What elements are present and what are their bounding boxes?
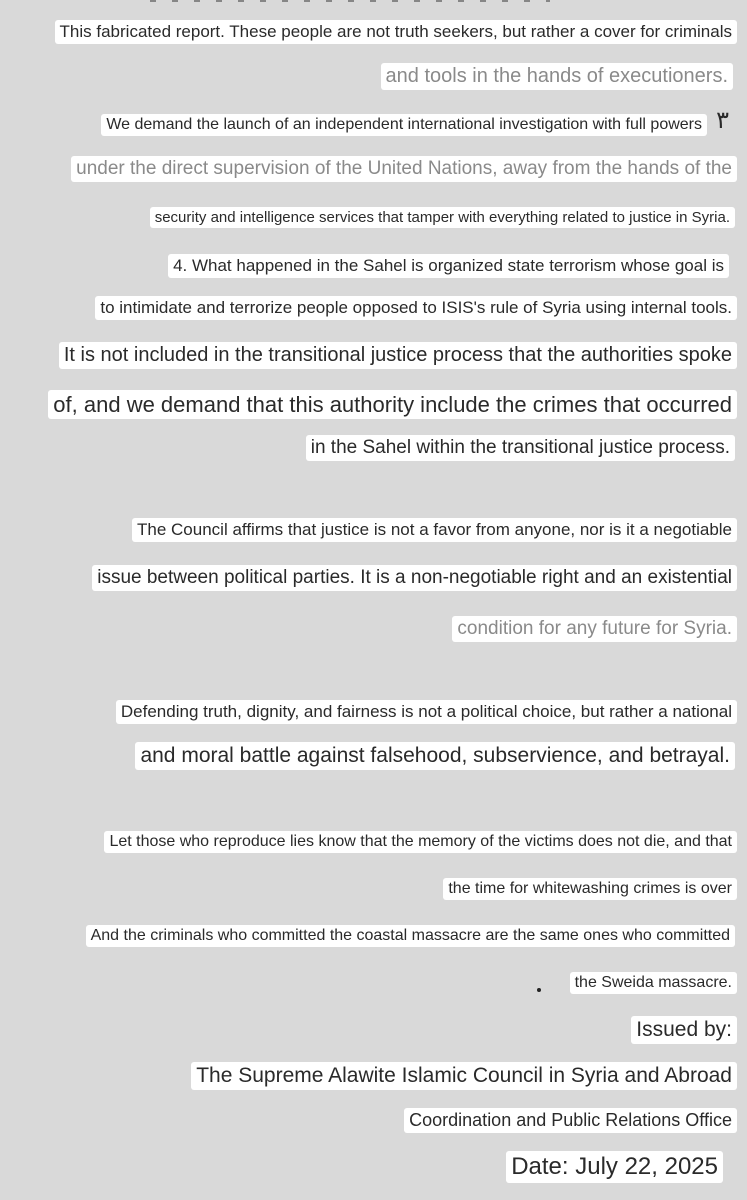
statement-date: Date: July 22, 2025 <box>506 1151 723 1183</box>
statement-line: And the criminals who committed the coastal massacre are the same ones who committed <box>86 925 735 947</box>
statement-line: issue between political parties. It is a non-negotiable right and an existential <box>92 565 737 591</box>
statement-line: security and intelligence services that tamper with everything related to justice in Syria. <box>150 207 735 228</box>
statement-line: condition for any future for Syria. <box>452 616 737 642</box>
statement-line: We demand the launch of an independent international investigation with full powers <box>101 114 707 136</box>
statement-line: to intimidate and terrorize people opposed to ISIS's rule of Syria using internal tools. <box>95 296 737 320</box>
statement-line: Defending truth, dignity, and fairness is not a political choice, but rather a national <box>116 700 737 724</box>
statement-line: and tools in the hands of executioners. <box>381 63 733 90</box>
statement-line: of, and we demand that this authority include the crimes that occurred <box>48 390 737 419</box>
statement-line: under the direct supervision of the United Nations, away from the hands of the <box>71 156 737 182</box>
statement-line: in the Sahel within the transitional justice process. <box>306 435 735 461</box>
statement-line: 4. What happened in the Sahel is organized state terrorism whose goal is <box>168 254 729 278</box>
cropped-text-remnant <box>150 0 550 2</box>
stray-dot <box>537 988 541 992</box>
issued-by-label: Issued by: <box>631 1016 737 1044</box>
statement-line: the time for whitewashing crimes is over <box>443 878 737 900</box>
office-name: Coordination and Public Relations Office <box>404 1108 737 1133</box>
statement-line: It is not included in the transitional justice process that the authorities spoke <box>59 342 737 369</box>
statement-line: and moral battle against falsehood, subservience, and betrayal. <box>135 742 735 770</box>
statement-line: the Sweida massacre. <box>570 972 737 994</box>
list-number-arabic: ٣ <box>716 106 729 134</box>
statement-line: Let those who reproduce lies know that the memory of the victims does not die, and that <box>104 831 737 853</box>
statement-line: The Council affirms that justice is not a favor from anyone, nor is it a negotiable <box>132 518 737 542</box>
statement-line: This fabricated report. These people are not truth seekers, but rather a cover for criminals <box>55 20 737 44</box>
council-name: The Supreme Alawite Islamic Council in Syria and Abroad <box>191 1062 737 1090</box>
